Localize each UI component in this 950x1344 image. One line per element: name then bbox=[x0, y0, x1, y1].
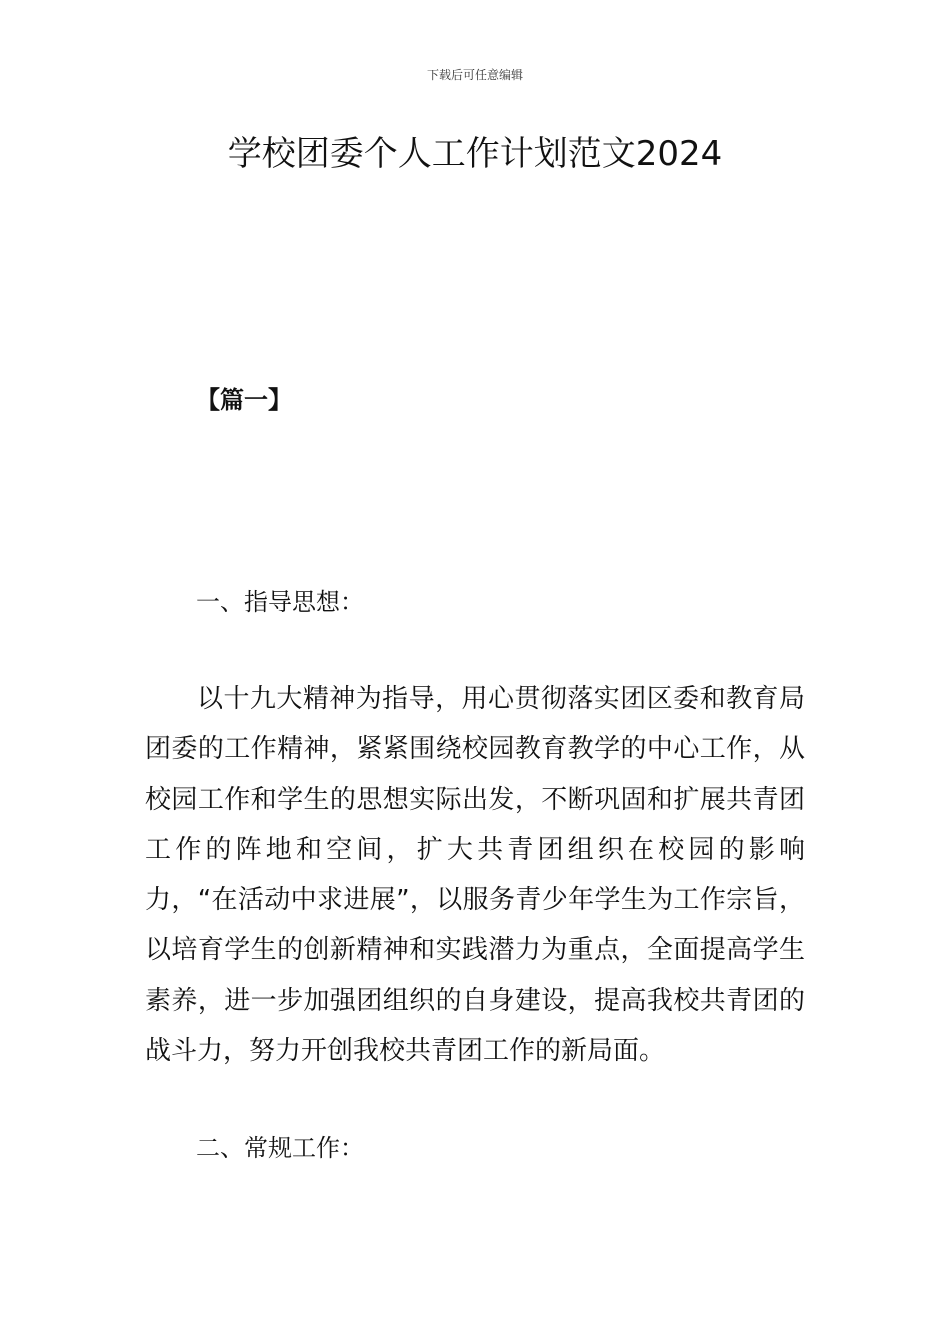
heading-routine-work: 二、常规工作： bbox=[196, 1134, 364, 1162]
header-note: 下载后可任意编辑 bbox=[426, 68, 523, 82]
document-title: 学校团委个人工作计划范文2024 bbox=[227, 134, 723, 174]
body-paragraph: 以十九大精神为指导，用心贯彻落实团区委和教育局团委的工作精神，紧紧围绕校园教育教学的中心工作，从校园工作和学生的思想实际出发，不断巩固和扩展共青团工作的阵地和空间，扩大共青团组织在校园的影响力，“在活动中求进展”，以服务青少年学生为工作宗旨，以培育学生的创新精神和实践潜力为重点，全面提高学生素养，进一步加强团组织的自身建设，提高我校共青团的战斗力，努力开创我校共青团工作的新局面。 bbox=[145, 684, 805, 1067]
heading-guiding-ideology: 一、指导思想： bbox=[196, 588, 364, 616]
section-marker: 【篇一】 bbox=[196, 386, 292, 414]
